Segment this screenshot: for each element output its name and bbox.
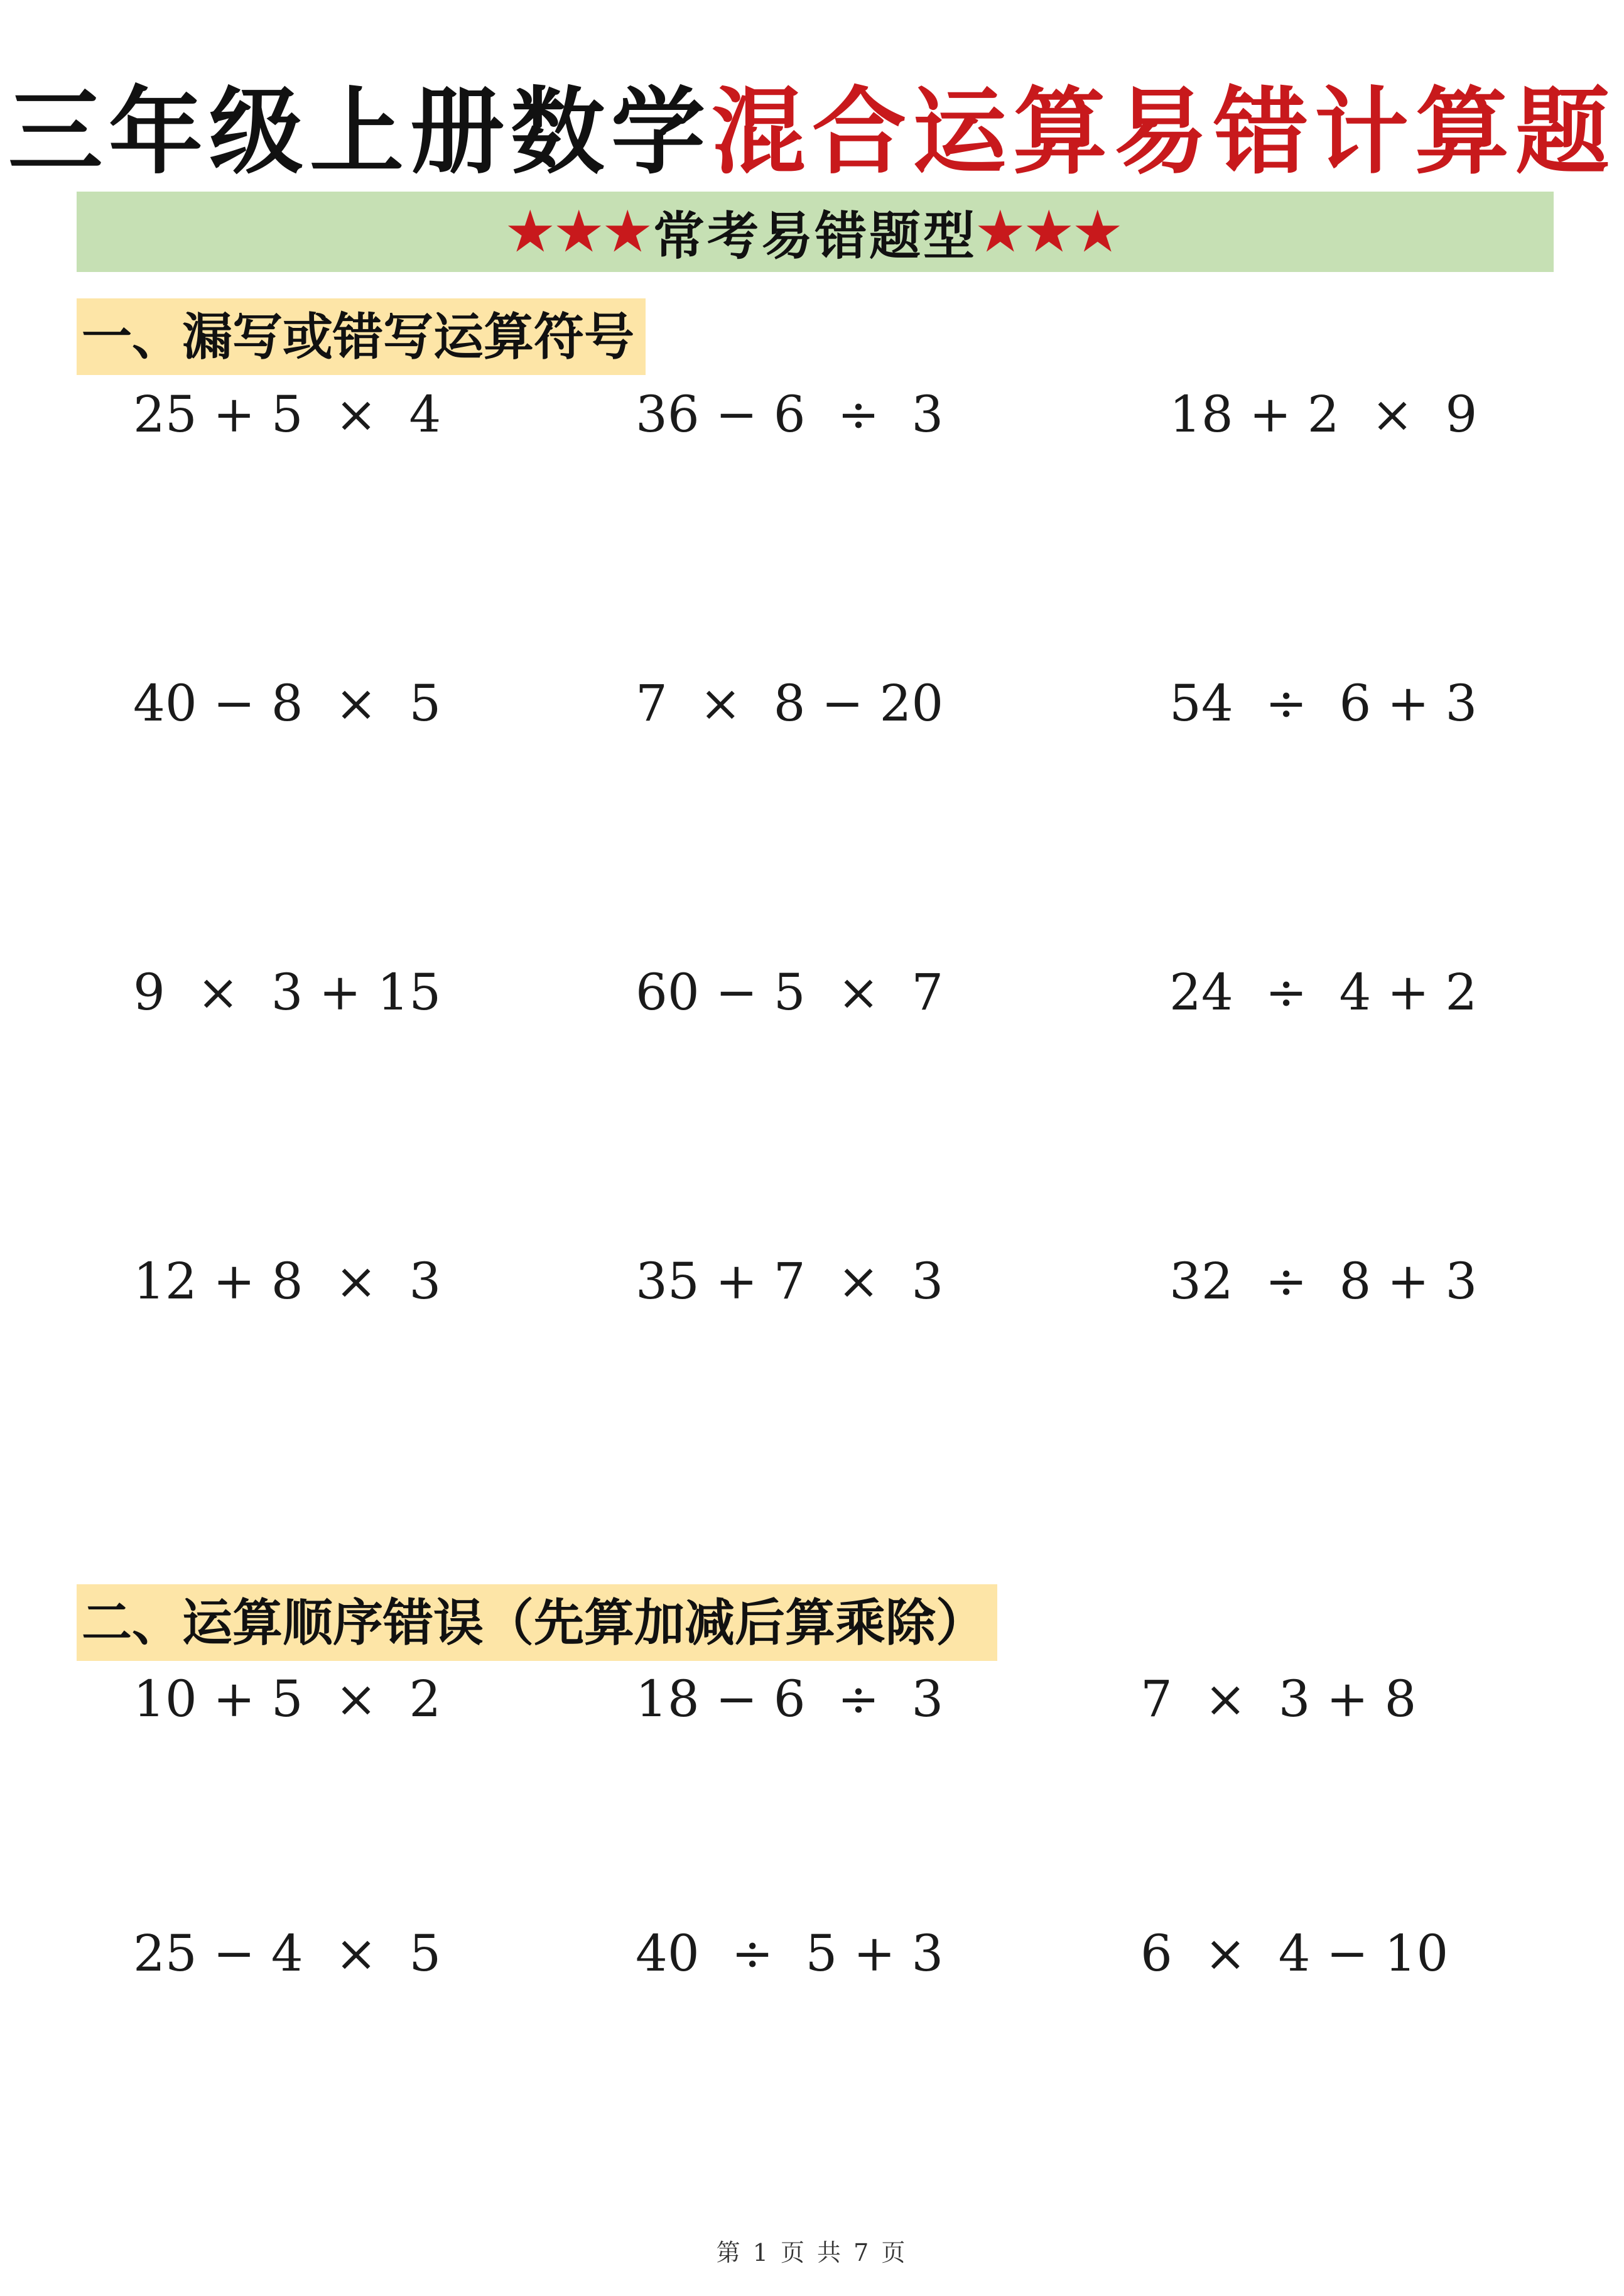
problem-1-12: 32 ÷ 8 + 3 xyxy=(1169,1252,1478,1310)
subtitle-banner xyxy=(77,192,1554,272)
problem-2-4: 25 − 4 × 5 xyxy=(133,1924,441,1983)
page-footer: 第 1 页 共 7 页 xyxy=(716,2239,908,2266)
problem-1-4: 40 − 8 × 5 xyxy=(133,674,441,732)
problem-1-10: 12 + 8 × 3 xyxy=(133,1252,441,1310)
problem-1-2: 36 − 6 ÷ 3 xyxy=(636,385,944,443)
problem-2-3: 7 × 3 + 8 xyxy=(1140,1670,1417,1728)
problem-1-5: 7 × 8 − 20 xyxy=(636,674,944,732)
title-red-part: 混合运算易错计算题 xyxy=(712,77,1616,187)
section-1-heading: 一、漏写或错写运算符号 xyxy=(77,298,646,375)
banner-text: 常考易错题型 xyxy=(652,205,977,266)
problem-1-9: 24 ÷ 4 + 2 xyxy=(1169,963,1478,1021)
problem-2-6: 6 × 4 − 10 xyxy=(1140,1924,1449,1983)
problem-1-11: 35 + 7 × 3 xyxy=(636,1252,944,1310)
title-black-part: 三年级上册数学 xyxy=(8,77,712,187)
page-title xyxy=(0,69,1624,195)
problem-2-5: 40 ÷ 5 + 3 xyxy=(636,1924,944,1983)
section-2-heading: 二、运算顺序错误（先算加减后算乘除） xyxy=(77,1584,997,1661)
problem-1-8: 60 − 5 × 7 xyxy=(636,963,944,1021)
problem-1-1: 25 + 5 × 4 xyxy=(133,385,441,443)
problem-1-6: 54 ÷ 6 + 3 xyxy=(1169,674,1478,732)
star-icons-left: ★★★ xyxy=(507,202,653,262)
problem-1-3: 18 + 2 × 9 xyxy=(1169,385,1478,443)
problem-1-7: 9 × 3 + 15 xyxy=(133,963,441,1021)
problem-2-1: 10 + 5 × 2 xyxy=(133,1670,441,1728)
problem-2-2: 18 − 6 ÷ 3 xyxy=(636,1670,944,1728)
star-icons-right: ★★★ xyxy=(977,202,1123,262)
